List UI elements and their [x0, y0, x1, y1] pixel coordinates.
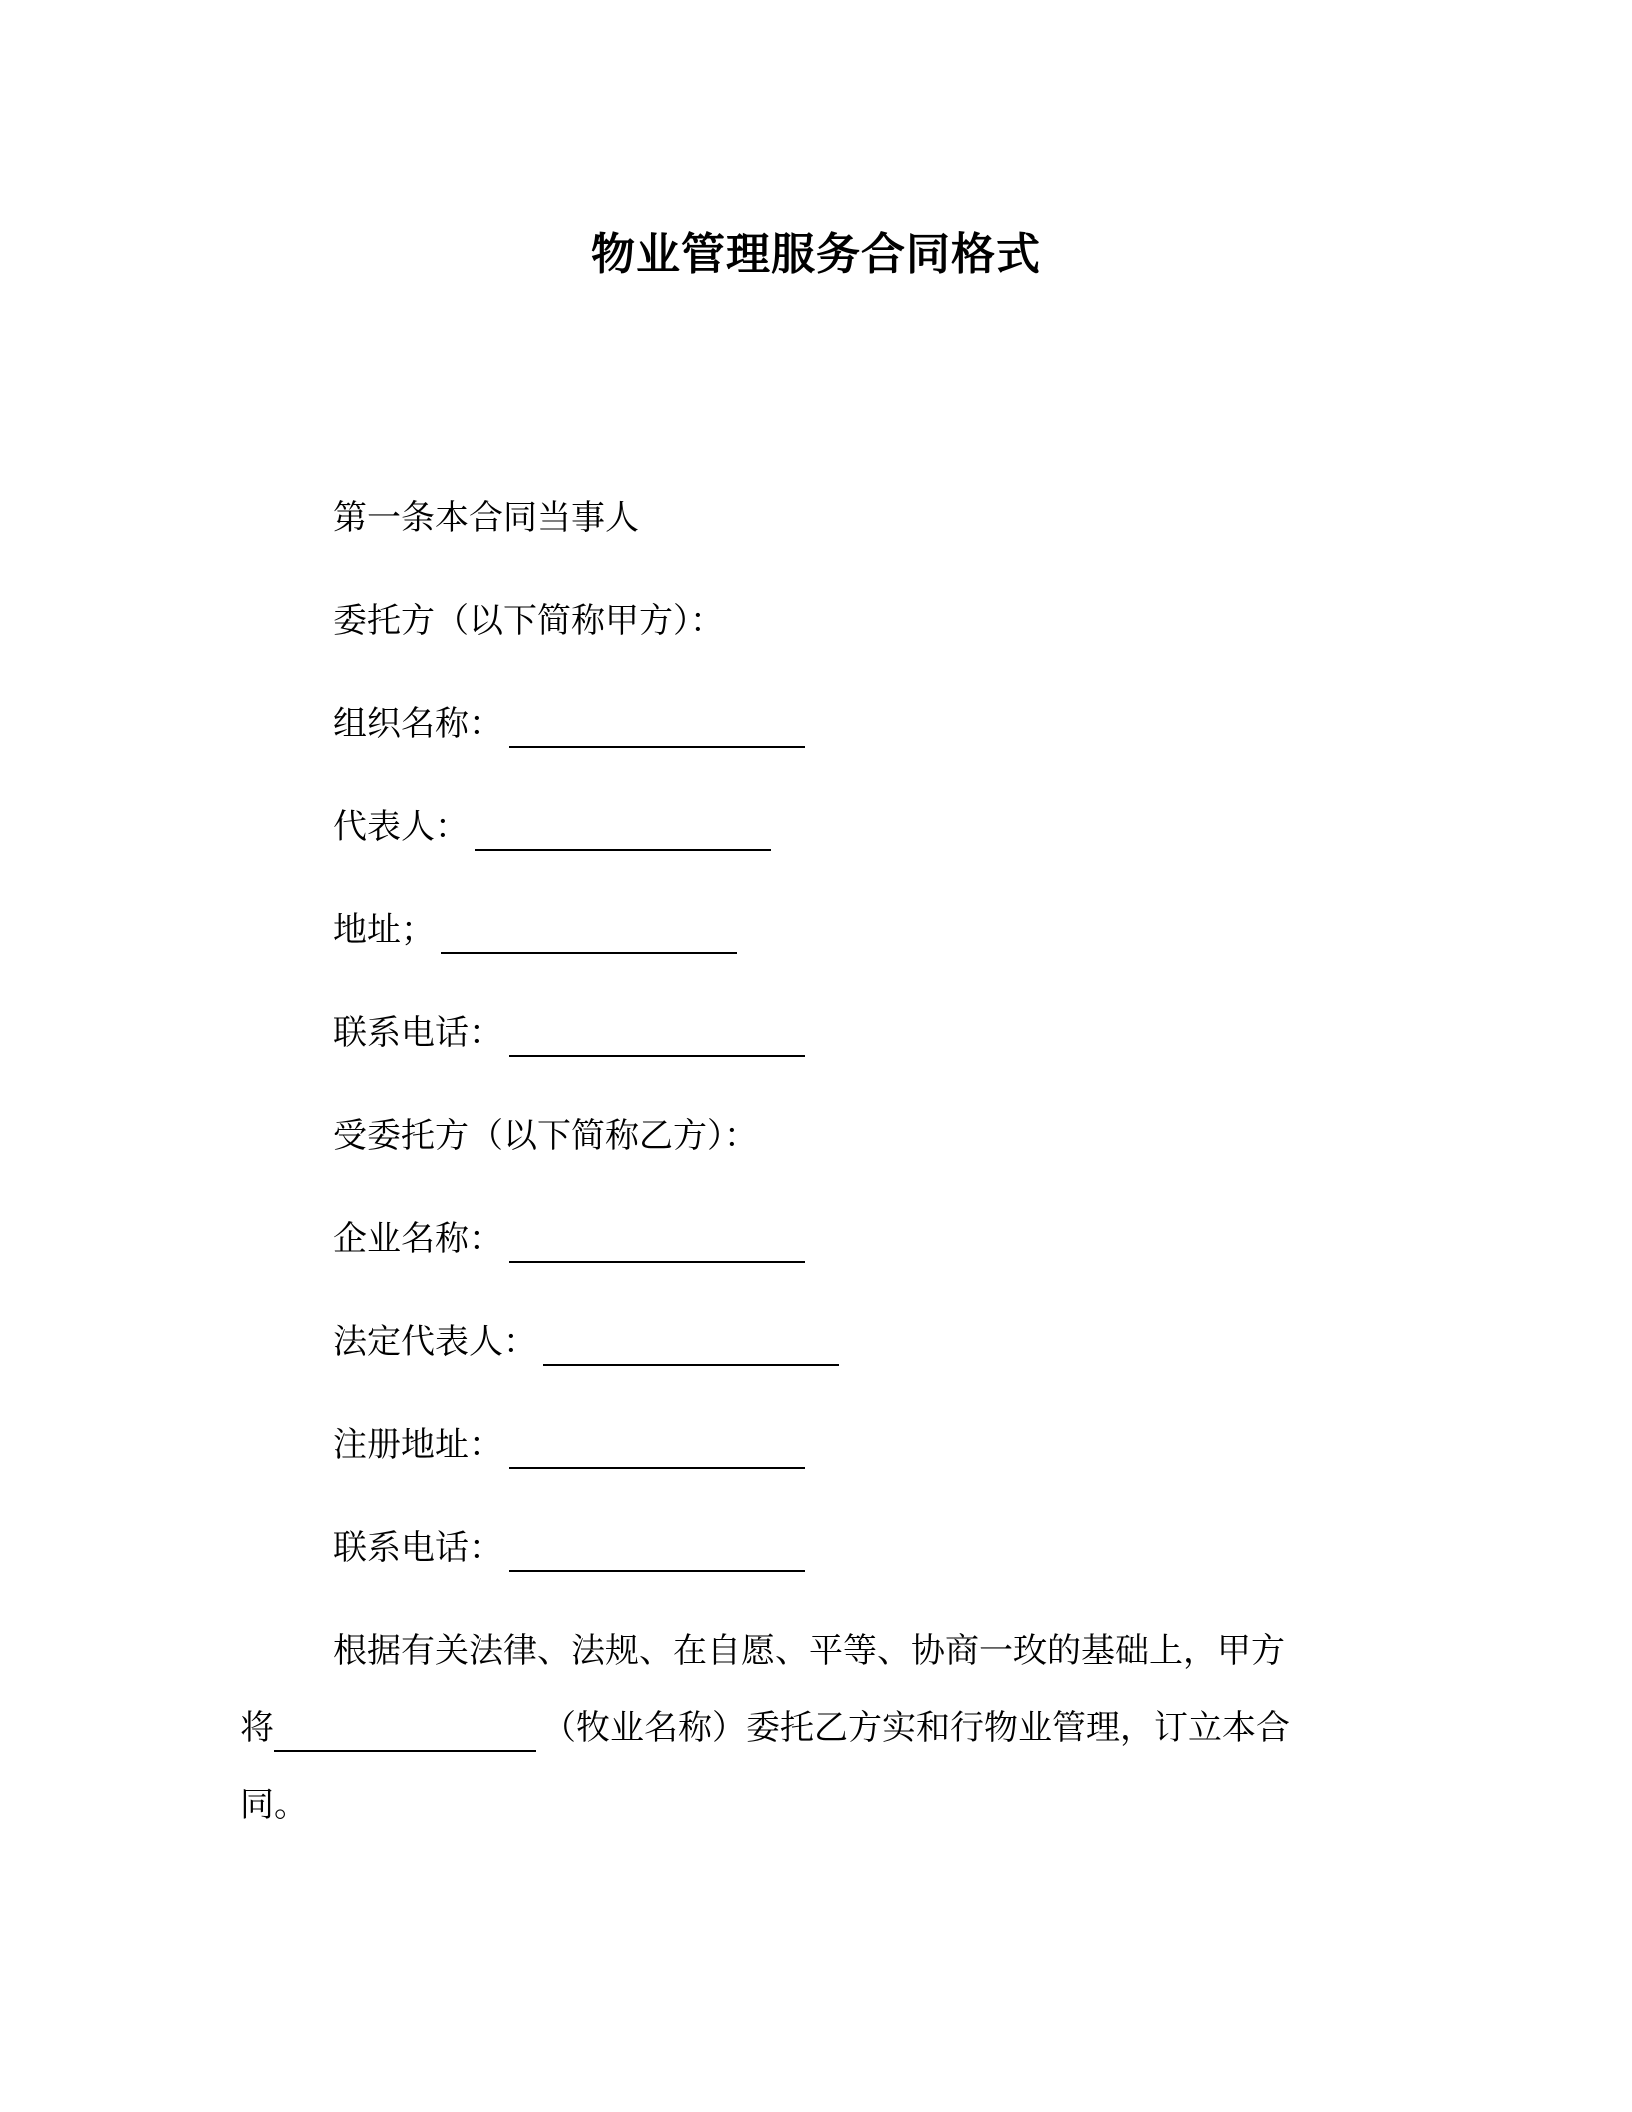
party-a-phone-blank[interactable] [509, 1025, 805, 1057]
section-heading-text: 第一条本合同当事人 [333, 498, 639, 538]
property-name-blank[interactable] [274, 1720, 536, 1752]
paragraph-line-2-prefix: 将 [240, 1708, 274, 1748]
party-b-header [333, 1112, 758, 1160]
party-a-org-name-blank[interactable] [509, 716, 805, 748]
paragraph-line-1 [333, 1627, 1473, 1675]
paragraph-line-1-text: 根据有关法律、法规、在自愿、平等、协商一玫的基础上，甲方 [333, 1631, 1285, 1671]
party-a-phone-field [333, 1009, 805, 1057]
party-b-company-name-blank[interactable] [509, 1231, 805, 1263]
party-b-reg-address-label: 注册地址： [333, 1425, 503, 1465]
party-b-legal-rep-blank[interactable] [543, 1334, 839, 1366]
party-a-org-name-field [333, 700, 805, 748]
party-b-reg-address-field [333, 1421, 805, 1469]
party-b-phone-label: 联系电话： [333, 1528, 503, 1568]
party-a-phone-label: 联系电话： [333, 1013, 503, 1053]
party-a-representative-blank[interactable] [475, 819, 771, 851]
paragraph-line-3 [240, 1781, 1380, 1829]
party-b-company-name-field [333, 1215, 805, 1263]
paragraph-line-2-suffix: （牧业名称）委托乙方实和行物业管理，订立本合 [542, 1708, 1290, 1748]
section-heading [333, 494, 639, 542]
party-b-reg-address-blank[interactable] [509, 1437, 805, 1469]
party-a-header-text: 委托方（以下简称甲方）： [333, 601, 724, 641]
paragraph-line-3-text: 同。 [240, 1785, 308, 1825]
party-b-legal-rep-label: 法定代表人： [333, 1322, 537, 1362]
party-a-address-label: 地址； [333, 910, 435, 950]
paragraph-line-2 [240, 1704, 1380, 1752]
party-a-address-blank[interactable] [441, 922, 737, 954]
party-a-representative-field [333, 803, 771, 851]
party-a-org-name-label: 组织名称： [333, 704, 503, 744]
party-b-legal-rep-field [333, 1318, 839, 1366]
document-title: 物业管理服务合同格式 [591, 229, 1041, 280]
party-b-header-text: 受委托方（以下简称乙方）： [333, 1116, 758, 1156]
party-b-company-name-label: 企业名称： [333, 1219, 503, 1259]
party-a-address-field [333, 906, 737, 954]
party-b-phone-blank[interactable] [509, 1540, 805, 1572]
party-a-header [333, 597, 724, 645]
party-b-phone-field [333, 1524, 805, 1572]
party-a-representative-label: 代表人： [333, 807, 469, 847]
